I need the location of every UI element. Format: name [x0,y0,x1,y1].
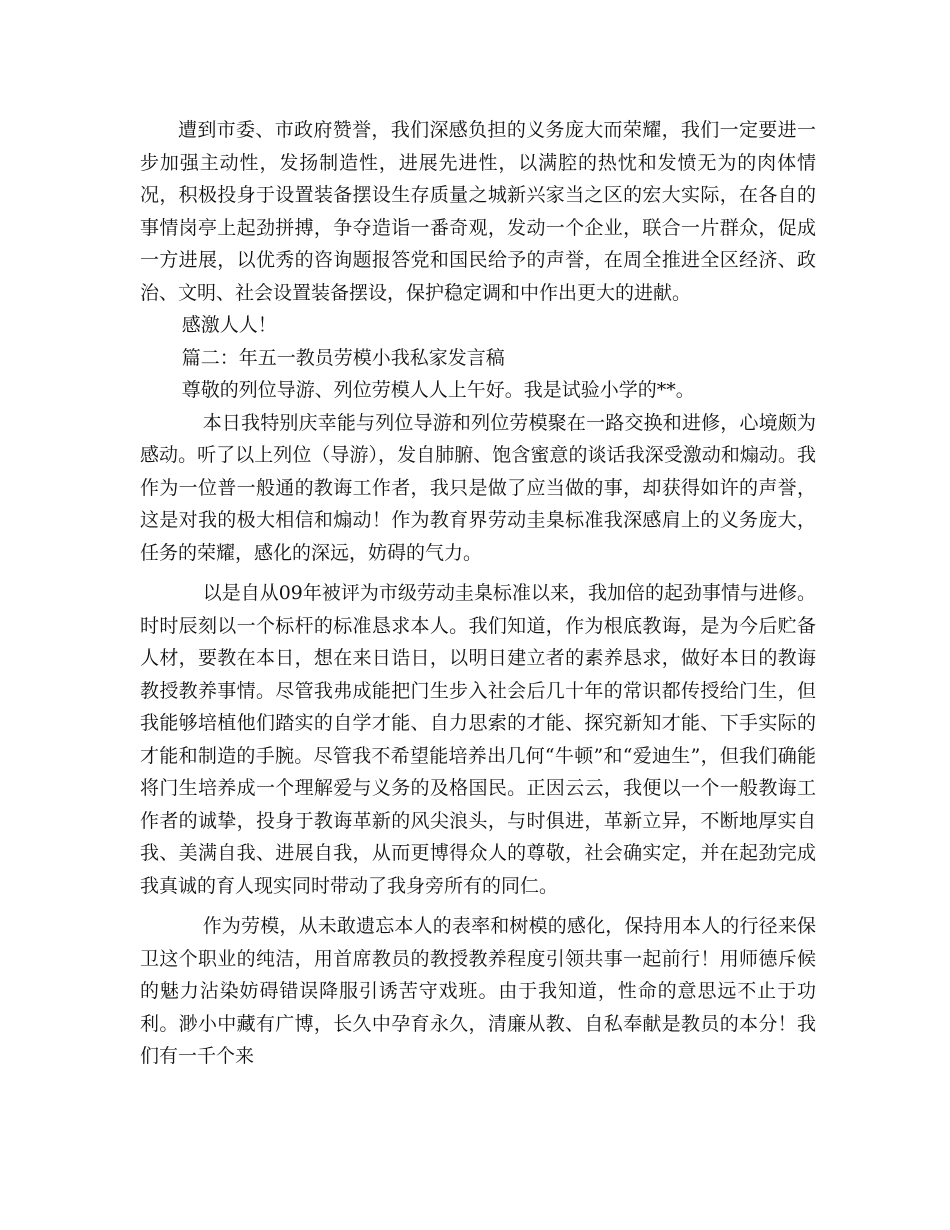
paragraph-greeting: 尊敬的列位导游、列位劳模人人上午好。我是试验小学的**。 [181,379,695,401]
paragraph-since-2009: 以是自从09年被评为市级劳动圭臬标准以来，我加倍的起劲事情与进修。时时辰刻以一个标杆的标准恳求本人。我们知道，作为根底教诲，是为今后贮备人材，要教在本日，想在来日诰日，以明日建立者的素养恳求，做好本日的教诲教授教养事情。尽管我弗成能把门生步入社会后几十年的常识都传授给门生，但我能够培植他们踏实的自学才能、自力思索的才能、探究新知才能、下手实际的才能和制造的手腕。尽管我不希望能培养出几何“牛顿”和“爱迪生”，但我们确能将门生培养成一个理解爱与义务的及格国民。正因云云，我便以一个一般教诲工作者的诚挚，投身于教诲革新的风尖浪头，与时俱进，革新立异，不断地厚实自我、美满自我、进展自我，从而更博得众人的尊敬，社会确实定，并在起劲完成我真诚的育人现实同时带动了我身旁所有的同仁。 [140,582,816,897]
document-body [140,114,816,1073]
paragraph-closing-commitment: 遭到市委、市政府赞誉，我们深感负担的义务庞大而荣耀，我们一定要进一步加强主动性，发扬制造性，进展先进性，以满腔的热忱和发愤无为的肉体情况，积极投身于设置装备摆设生存质量之城新兴家当之区的宏大实际，在各自的事情岗亭上起劲拼搏，争夺造诣一番奇观，发动一个企业，联合一片群众，促成一方进展，以优秀的咨询题报答党和国民给予的声誉，在周全推进全区经济、政治、文明、社会设置装备摆设，保护稳定调和中作出更大的进献。 [140,119,816,304]
paragraph-thanks: 感激人人！ [181,314,277,336]
paragraph-gratitude: 本日我特别庆幸能与列位导游和列位劳模聚在一路交换和进修，心境颇为感动。听了以上列位（导游），发自肺腑、饱含蜜意的谈话我深受激动和煽动。我作为一位普一般通的教诲工作者，我只是做了应当做的事，却获得如许的声誉，这是对我的极大相信和煽动！作为教育界劳动圭臬标准我深感肩上的义务庞大，任务的荣耀，感化的深远，妨碍的气力。 [140,411,816,564]
section-heading-part-two: 篇二：年五一教员劳模小我私家发言稿 [181,346,505,369]
paragraph-as-model-worker: 作为劳模，从未敢遗忘本人的表率和树模的感化，保持用本人的行径来保卫这个职业的纯洁，用首席教员的教授教养程度引领共事一起前行！用师德斥候的魅力沾染妨碍错误降服引诱苦守戏班。由于我知道，性命的意思远不止于功利。渺小中藏有广博，长久中孕育永久，清廉从教、自私奉献是教员的本分！我们有一千个来 [140,915,816,1067]
